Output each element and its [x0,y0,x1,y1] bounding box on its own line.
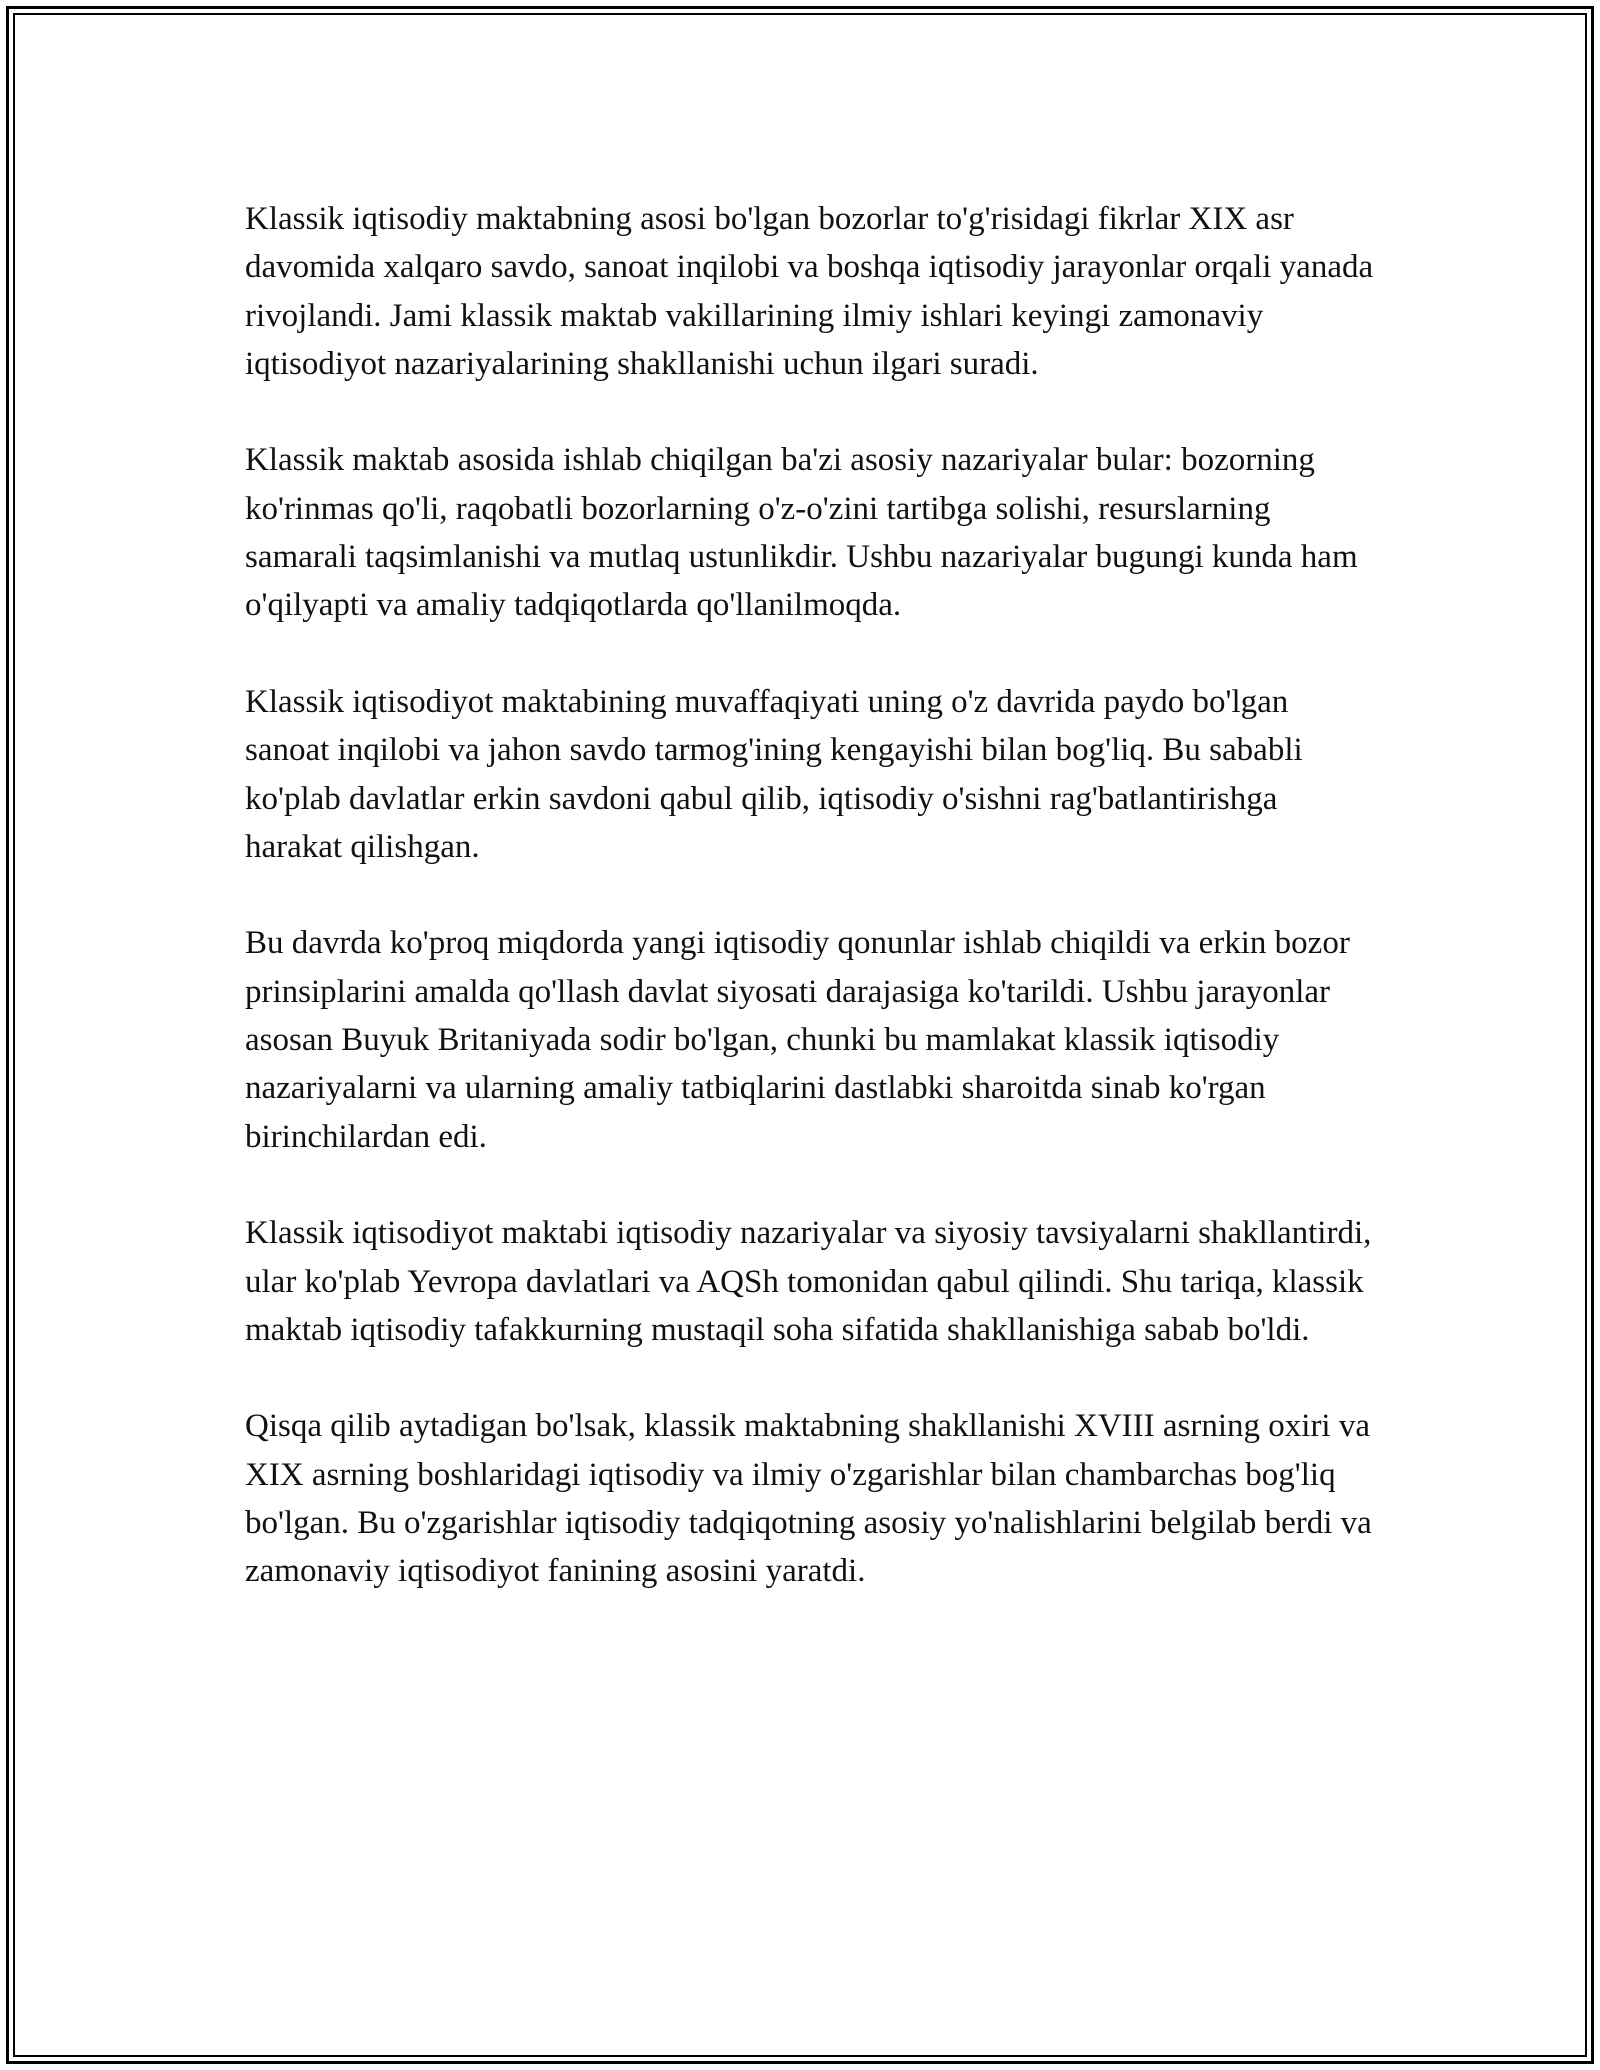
paragraph-6: Qisqa qilib aytadigan bo'lsak, klassik maktabning shakllanishi XVIII asrning oxiri va XIX asrning boshlaridagi iqtisodiy va ilmiy o'zgarishlar bilan chambarchas bog'liq bo'lgan. Bu o'zgarishlar iqtisodiy tadqiqotning asosiy yo'nalishlarini belgilab berdi va zamonaviy iqtisodiyot fanining asosini yaratdi. [245,1408,1372,1590]
paragraph-5: Klassik iqtisodiyot maktabi iqtisodiy nazariyalar va siyosiy tavsiyalarni shakllantirdi, ular ko'plab Yevropa davlatlari va AQSh tomonidan qabul qilindi. Shu tariqa, klassik maktab iqtisodiy tafakkurning mustaqil soha sifatida shakllanishiga sabab bo'ldi. [245,1215,1372,1348]
paragraph-1: Klassik iqtisodiy maktabning asosi bo'lgan bozorlar to'g'risidagi fikrlar XIX asr davomida xalqaro savdo, sanoat inqilobi va boshqa iqtisodiy jarayonlar orqali yanada rivojlandi. Jami klassik maktab vakillarining ilmiy ishlari keyingi zamonaviy iqtisodiyot nazariyalarining shakllanishi uchun ilgari suradi. [245,201,1374,382]
paragraph-3: Klassik iqtisodiyot maktabining muvaffaqiyati uning o'z davrida paydo bo'lgan sanoat inqilobi va jahon savdo tarmog'ining kengayishi bilan bog'liq. Bu sababli ko'plab davlatlar erkin savdoni qabul qilib, iqtisodiy o'sishni rag'batlantirishga harakat qilishgan. [245,683,1303,865]
paragraph-2: Klassik maktab asosida ishlab chiqilgan ba'zi asosiy nazariyalar bular: bozorning ko'rinmas qo'li, raqobatli bozorlarning o'z-o'zini tartibga solishi, resurslarning samarali taqsimlanishi va mutlaq ustunlikdir. Ushbu nazariyalar bugungi kunda ham o'qilyapti va amaliy tadqiqotlarda qo'llanilmoqda. [245,442,1358,624]
document-body [245,195,1375,1596]
page-border [6,6,1594,2064]
paragraph-4: Bu davrda ko'proq miqdorda yangi iqtisodiy qonunlar ishlab chiqildi va erkin bozor prinsiplarini amalda qo'llash davlat siyosati darajasiga ko'tarildi. Ushbu jarayonlar asosan Buyuk Britaniyada sodir bo'lgan, chunki bu mamlakat klassik iqtisodiy nazariyalarni va ularning amaliy tatbiqlarini dastlabki sharoitda sinab ko'rgan birinchilardan edi. [245,925,1350,1155]
